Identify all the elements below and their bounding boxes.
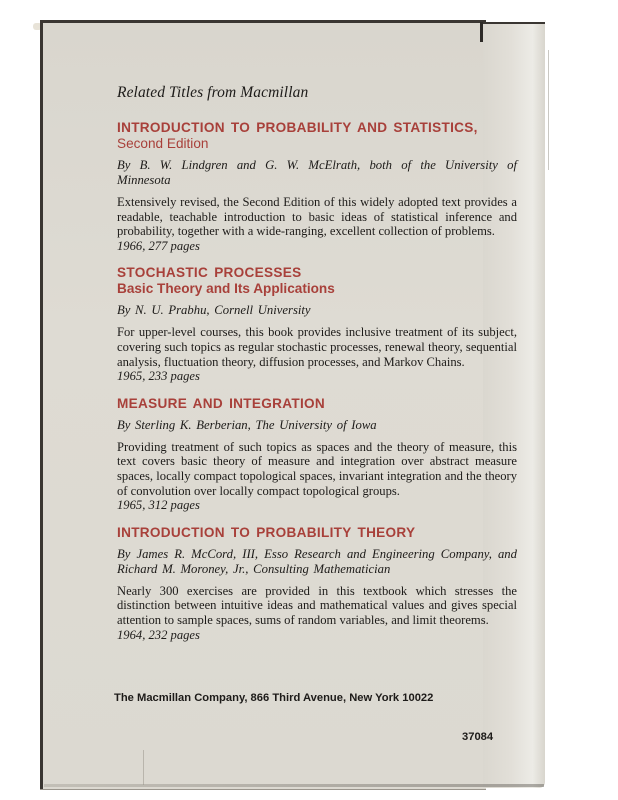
jacket-tear [480,22,483,42]
book-description: Nearly 300 exercises are provided in this textbook which stresses the distinction between intuitive ideas and mathematical values and gives special attention to sample spaces, sums of random variables, and limit theorems. [117,583,517,627]
book-publication-info: 1965, 312 pages [117,498,200,513]
book-entry [117,396,517,513]
book-authors: By Sterling K. Berberian, The University of Iowa [117,417,377,432]
related-titles-section [117,84,517,654]
book-entry [117,525,517,642]
book-subtitle: Basic Theory and Its Applications [117,281,335,297]
book-title: INTRODUCTION TO PROBABILITY AND STATISTICS, [117,120,478,135]
book-description: For upper-level courses, this book provides inclusive treatment of its subject, covering such topics as regular stochastic processes, renewal theory, sequential analysis, fluctuation theory, diffusion processes, and Markov Chains. [117,325,517,369]
book-publication-info: 1966, 277 pages [117,238,200,253]
book-description: Extensively revised, the Second Edition of this widely adopted text provides a readable, teachable introduction to basic ideas of statistical inference and probability, together with a wide-ranging, excellent collection of problems. [117,195,517,239]
book-authors: By B. W. Lindgren and G. W. McElrath, both of the University of Minnesota [117,158,517,187]
book-entry [117,120,517,253]
book-title: MEASURE AND INTEGRATION [117,395,326,411]
jacket-crease [143,750,144,785]
book-authors: By James R. McCord, III, Esso Research and Engineering Company, and Richard M. Moroney, Jr., Consulting Mathematician [117,546,517,576]
book-publication-info: 1964, 232 pages [117,627,200,642]
book-entry [117,265,517,383]
jacket-crease [548,50,549,170]
related-titles-heading: Related Titles from Macmillan [117,84,309,101]
publisher-address: The Macmillan Company, 866 Third Avenue, New York 10022 [114,692,434,704]
jacket-bottom-edge [44,784,544,787]
book-description: Providing treatment of such topics as spaces and the theory of measure, this text covers basic theory of measure and integration over abstract measure spaces, locally compact topological spaces, invariant integration and the theory of convolution over locally compact topological groups. [117,439,517,498]
book-authors: By N. U. Prabhu, Cornell University [117,303,311,318]
catalog-number: 37084 [462,731,494,743]
book-title: INTRODUCTION TO PROBABILITY THEORY [117,524,416,540]
book-subtitle: Second Edition [117,136,209,151]
book-publication-info: 1965, 233 pages [117,369,200,384]
book-title: STOCHASTIC PROCESSES [117,265,302,281]
